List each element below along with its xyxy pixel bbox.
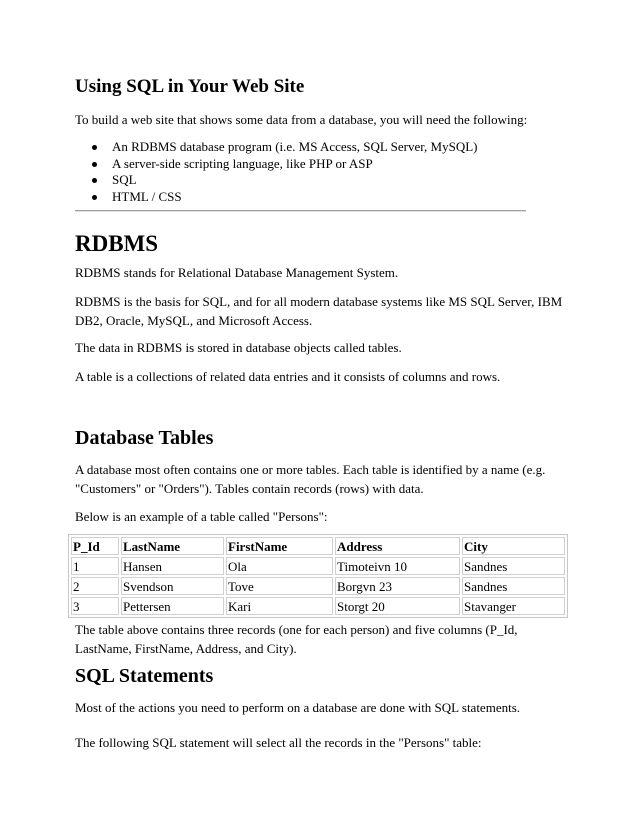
bullet-icon xyxy=(92,162,97,167)
heading-database-tables: Database Tables xyxy=(75,427,214,449)
tables-paragraph-2: Below is an example of a table called "Persons": xyxy=(75,509,328,524)
list-item: HTML / CSS xyxy=(75,189,477,206)
rdbms-paragraph-4: A table is a collections of related data entries and it consists of columns and rows. xyxy=(75,369,501,384)
heading-using-sql: Using SQL in Your Web Site xyxy=(75,76,305,97)
table-cell: Timoteivn 10 xyxy=(335,557,460,575)
tables-paragraph-3: The table above contains three records (one for each person) and five columns (P_Id, LastName, FirstName, Address, and City). xyxy=(75,622,518,656)
rdbms-paragraph-3: The data in RDBMS is stored in database objects called tables. xyxy=(75,340,402,355)
list-item: SQL xyxy=(75,172,477,189)
rdbms-paragraph-1: RDBMS stands for Relational Database Management System. xyxy=(75,265,399,280)
table-cell: Ola xyxy=(226,557,333,575)
table-cell: Stavanger xyxy=(462,597,565,615)
requirements-list xyxy=(75,139,477,205)
table-cell: Borgvn 23 xyxy=(335,577,460,595)
table-cell: Tove xyxy=(226,577,333,595)
list-item: An RDBMS database program (i.e. MS Access, SQL Server, MySQL) xyxy=(75,139,477,156)
horizontal-divider xyxy=(75,210,526,212)
column-header: City xyxy=(462,537,565,555)
rdbms-paragraph-2: RDBMS is the basis for SQL, and for all modern database systems like MS SQL Server, IBM DB2, Oracle, MySQL, and Microsoft Access. xyxy=(75,294,563,328)
table-row xyxy=(71,557,565,575)
heading-sql-statements: SQL Statements xyxy=(75,665,214,687)
table-header-row xyxy=(71,537,565,555)
statements-paragraph-1: Most of the actions you need to perform on a database are done with SQL statements. xyxy=(75,700,521,715)
column-header: P_Id xyxy=(71,537,119,555)
bullet-icon xyxy=(92,195,97,200)
table-cell: 2 xyxy=(71,577,119,595)
table-row xyxy=(71,597,565,615)
table-cell: 1 xyxy=(71,557,119,575)
table-cell: Storgt 20 xyxy=(335,597,460,615)
table-cell: Hansen xyxy=(121,557,224,575)
list-item: A server-side scripting language, like PHP or ASP xyxy=(75,156,477,173)
table-cell: Svendson xyxy=(121,577,224,595)
bullet-icon xyxy=(92,145,97,150)
table-cell: Pettersen xyxy=(121,597,224,615)
persons-table xyxy=(68,534,568,618)
table-cell: Kari xyxy=(226,597,333,615)
table-row xyxy=(71,577,565,595)
tables-paragraph-1: A database most often contains one or more tables. Each table is identified by a name (e.g. "Customers" or "Orders"). Tables contain records (rows) with data. xyxy=(75,462,546,496)
column-header: FirstName xyxy=(226,537,333,555)
table-cell: Sandnes xyxy=(462,557,565,575)
intro-paragraph: To build a web site that shows some data from a database, you will need the following: xyxy=(75,112,528,127)
heading-rdbms: RDBMS xyxy=(75,231,159,256)
bullet-icon xyxy=(92,178,97,183)
column-header: LastName xyxy=(121,537,224,555)
statements-paragraph-2: The following SQL statement will select all the records in the "Persons" table: xyxy=(75,735,482,750)
column-header: Address xyxy=(335,537,460,555)
table-cell: Sandnes xyxy=(462,577,565,595)
table-cell: 3 xyxy=(71,597,119,615)
